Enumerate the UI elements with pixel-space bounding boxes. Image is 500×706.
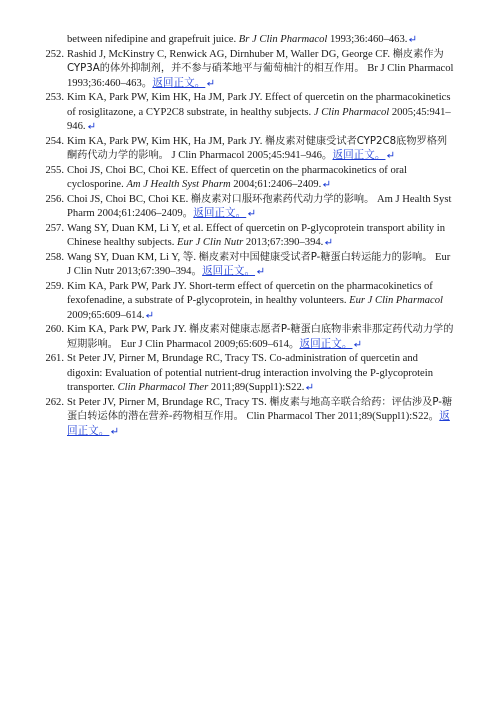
journal-title: Br J Clin Pharmacol xyxy=(238,34,328,45)
reference-entry xyxy=(38,352,454,396)
reference-number: 259. xyxy=(45,280,64,292)
citation-text: Kim KA, Park PW, Park JY. Short-term effect of quercetin on the pharmacokinetics of fexofenadine, a substrate of P-glycoprotein, in healthy volunteers. xyxy=(67,280,433,306)
reference-number: 260. xyxy=(45,324,64,335)
citation-text: 2009;65:609–614. xyxy=(67,309,145,321)
return-arrow-icon[interactable] xyxy=(247,209,255,217)
journal-title: Eur J Clin Nutr xyxy=(177,237,244,248)
citation-text: St Peter JV, Pirner M, Brundage RC, Tracy TS. Co-administration of quercetin and digoxin: Evaluation of potential nutrient-drug interaction involving the P-glycoprotein transporter. xyxy=(67,353,433,393)
citation-text: Wang SY, Duan KM, Li Y, 等. xyxy=(67,251,199,263)
citation-text: Eur J Clin Pharmacol 2009;65:609–614。 xyxy=(117,338,300,350)
citation-text: Eur J Clin Nutr 2013;67:390–394。 xyxy=(67,251,451,277)
back-to-text-link[interactable]: 返回正文。 xyxy=(299,338,353,350)
back-to-text-link[interactable]: 返回正文。 xyxy=(193,208,247,219)
journal-title: Am J Health Syst Pharm xyxy=(126,179,231,190)
back-to-text-link[interactable]: 返回正文。 xyxy=(202,266,256,277)
reference-entry xyxy=(38,164,454,193)
reference-entry xyxy=(38,396,454,440)
citation-text: Kim KA, Park PW, Kim HK, Ha JM, Park JY. xyxy=(67,135,266,147)
citation-text: Choi JS, Choi BC, Choi KE. Effect of quercetin on the pharmacokinetics of oral cyclosporine. xyxy=(67,164,407,190)
reference-entry xyxy=(38,91,454,135)
return-arrow-icon[interactable] xyxy=(256,267,264,275)
reference-text xyxy=(67,323,454,352)
citation-text: 1993;36:460–463. xyxy=(327,34,408,45)
reference-text xyxy=(67,91,454,135)
citation-text: Kim KA, Park PW, Kim HK, Ha JM, Park JY. Effect of quercetin on the pharmacokinetics of rosiglitazone, a CYP2C8 substrate, in healthy subjects. xyxy=(67,92,451,118)
reference-entry xyxy=(38,48,454,92)
reference-text xyxy=(67,193,454,222)
citation-text: Br J Clin Pharmacol 1993;36:460–463。 xyxy=(67,63,454,89)
translated-title: 槲皮素对健康受试者CYP2C8底物罗格列酮药代动力学的影响。 xyxy=(67,135,448,161)
translated-title: 槲皮素对健康志愿者P-糖蛋白底物非索非那定药代动力学的短期影响。 xyxy=(67,324,454,350)
translated-title: 槲皮素对口服环孢素药代动力学的影响。 xyxy=(190,193,375,205)
reference-number: 257. xyxy=(45,222,64,234)
reference-number: 256. xyxy=(45,193,64,205)
reference-entry xyxy=(38,280,454,324)
translated-title: 槲皮素与地高辛联合给药：评估涉及P-糖蛋白转运体的潜在营养-药物相互作用。 xyxy=(67,396,453,422)
return-arrow-icon[interactable] xyxy=(206,79,214,87)
reference-text xyxy=(67,352,454,396)
journal-title: J Clin Pharmacol xyxy=(313,106,390,118)
reference-entry xyxy=(38,323,454,352)
reference-text xyxy=(67,33,454,48)
return-arrow-icon[interactable] xyxy=(408,35,416,43)
reference-text xyxy=(67,280,454,324)
return-arrow-icon[interactable] xyxy=(305,383,313,391)
return-arrow-icon[interactable] xyxy=(386,151,394,159)
journal-title: Clin Pharmacol Ther xyxy=(117,382,209,393)
reference-entry xyxy=(38,135,454,164)
reference-number: 253. xyxy=(45,92,64,103)
reference-text xyxy=(67,222,454,251)
return-arrow-icon[interactable] xyxy=(110,427,118,435)
citation-text: 2005;45:941–946. xyxy=(67,106,451,132)
citation-text: Clin Pharmacol Ther 2011;89(Suppl1):S22。 xyxy=(243,411,440,422)
citation-text: between nifedipine and grapefruit juice. xyxy=(67,34,239,45)
return-arrow-icon[interactable] xyxy=(324,238,332,246)
reference-text xyxy=(67,396,454,440)
citation-text: J Clin Pharmacol 2005;45:941–946。 xyxy=(168,150,333,161)
reference-number: 254. xyxy=(45,135,64,147)
back-to-text-link[interactable]: 返回正文。 xyxy=(152,77,206,89)
reference-text xyxy=(67,135,454,164)
reference-entry xyxy=(38,193,454,222)
return-arrow-icon[interactable] xyxy=(145,311,153,319)
back-to-text-link[interactable]: 返回正文。 xyxy=(332,150,386,161)
reference-number: 261. xyxy=(45,353,64,364)
citation-text: 2013;67:390–394. xyxy=(243,237,324,248)
reference-text xyxy=(67,164,454,193)
reference-number: 262. xyxy=(45,396,64,408)
citation-text: 2011;89(Suppl1):S22. xyxy=(208,382,305,393)
reference-text xyxy=(67,251,454,280)
reference-list xyxy=(38,33,454,439)
return-arrow-icon[interactable] xyxy=(322,180,330,188)
journal-title: Eur J Clin Pharmacol xyxy=(349,295,443,306)
reference-number xyxy=(38,33,67,48)
citation-text: Kim KA, Park PW, Park JY. xyxy=(67,324,190,335)
reference-number: 258. xyxy=(45,251,64,263)
reference-number: 252. xyxy=(45,48,64,60)
back-to-text-link[interactable]: 返回正文。 xyxy=(67,411,450,437)
reference-entry xyxy=(38,251,454,280)
reference-entry xyxy=(38,222,454,251)
reference-number: 255. xyxy=(45,164,64,176)
translated-title: 槲皮素对中国健康受试者P-糖蛋白转运能力的影响。 xyxy=(198,251,433,263)
reference-entry xyxy=(38,33,454,48)
return-arrow-icon[interactable] xyxy=(353,340,361,348)
citation-text: Wang SY, Duan KM, Li Y, et al. Effect of quercetin on P-glycoprotein transport ability in Chinese healthy subjects. xyxy=(67,222,445,248)
citation-text: Rashid J, McKinstry C, Renwick AG, Dirnhuber M, Waller DG, George CF. xyxy=(67,48,393,60)
citation-text: 2004;61:2406–2409. xyxy=(230,179,322,190)
translated-title: 槲皮素作为CYP3A的体外抑制剂，并不参与硝苯地平与葡萄柚汁的相互作用。 xyxy=(67,48,444,74)
citation-text: Am J Health Syst Pharm 2004;61:2406–2409。 xyxy=(67,193,452,219)
return-arrow-icon[interactable] xyxy=(87,122,95,130)
citation-text: Choi JS, Choi BC, Choi KE. xyxy=(67,193,191,205)
reference-text xyxy=(67,48,454,92)
citation-text: St Peter JV, Pirner M, Brundage RC, Tracy TS. xyxy=(67,396,270,408)
